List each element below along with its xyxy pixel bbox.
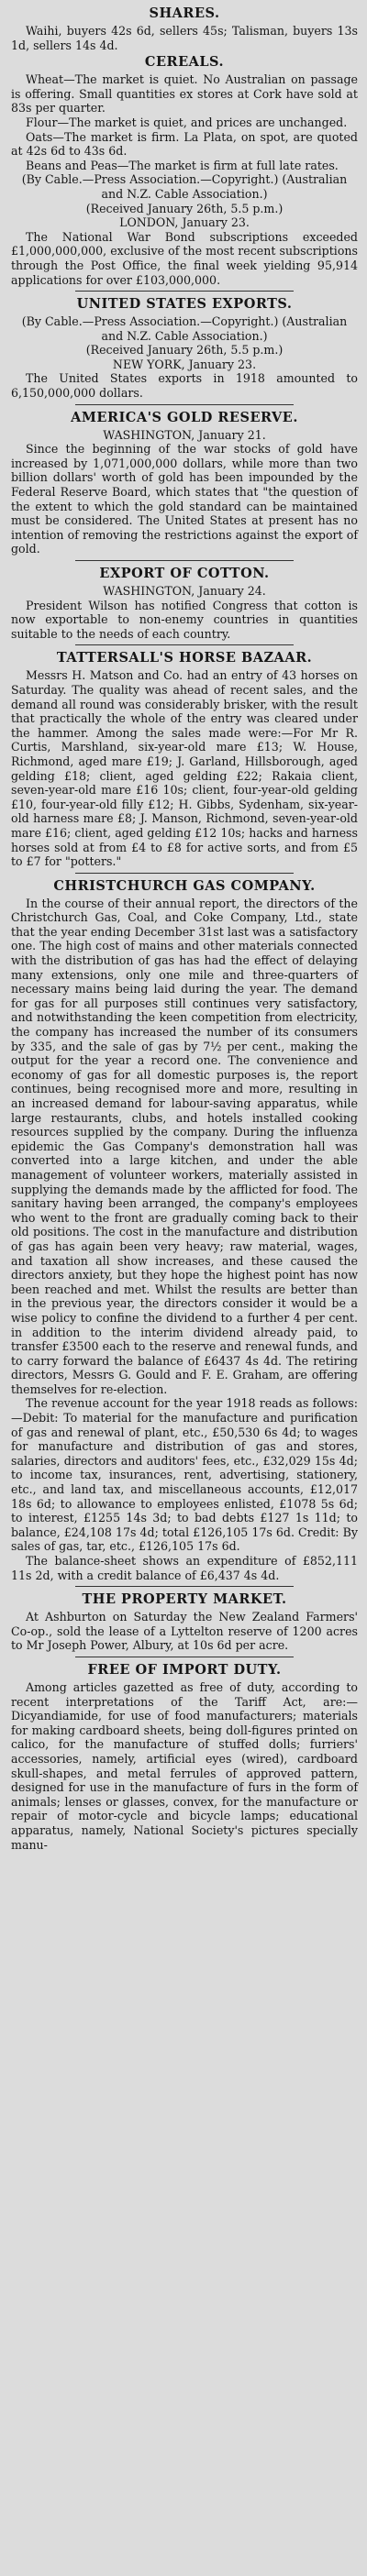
us-exports-section [11, 296, 358, 401]
cereals-text: The National War Bond subscriptions exceeded £1,000,000,000, exclusive of the most recent subscriptions through the Post Office, the final week yielding 95,914 applications for over £103,000,000. [11, 229, 358, 287]
property-heading: THE PROPERTY MARKET. [82, 1591, 287, 1608]
import-duty-text: Among articles gazetted as free of duty, according to recent interpretations of the Tariff Act, are:—Dicyandiamide, for use of food manufacturers; materials for making cardboard sheets, being doll-figures printed on calico, for the manufacture of stuffed dolls; furriers' accessories, namely, artificial eyes (wired), cardboard skull-shapes, and metal ferrules of approved pattern, designed for use in the manufacture of furs in the form of animals; lenses or glasses, convex, for the manufacture or repair of motor-cycle and bicycle lamps; educational apparatus, namely, National Society's pictures specially manu- [11, 1679, 358, 1852]
us-exports-text: The United States exports in 1918 amounted to 6,150,000,000 dollars. [11, 371, 358, 401]
us-exports-cable-credit: (By Cable.—Press Association.—Copyright.) (Australian and N.Z. Cable Association.) [21, 314, 348, 343]
shares-text: Waihi, buyers 42s 6d, sellers 45s; Talisman, buyers 13s 1d, sellers 14s 4d. [11, 24, 358, 52]
cereals-oats: Oats—The market is firm. La Plata, on spot, are quoted at 42s 6d to 43s 6d. [11, 129, 358, 159]
import-duty-section [11, 1662, 358, 1852]
cotton-section [11, 566, 358, 641]
cotton-text: President Wilson has notified Congress that cotton is now exportable to non-enemy countries in quantities suitable to the needs of each country. [11, 598, 358, 641]
cereals-cable-credit: (By Cable.—Press Association.—Copyright.) (Australian and N.Z. Cable Association.) [21, 172, 348, 201]
gas-heading: CHRISTCHURCH GAS COMPANY. [53, 877, 316, 894]
cereals-section [11, 54, 358, 287]
tattersall-text: Messrs H. Matson and Co. had an entry of 43 horses on Saturday. The quality was ahead of recent sales, and the demand all round was considerably brisker, with the result that practically the whole of the entry was cleared under the hammer. Among the sales made were:—For Mr R. Curtis, Marshland, six-year-old mare £13; W. House, Richmond, aged mare £19; J. Garland, Hillsborough, aged gelding £18; client, aged gelding £22; Rakaia client, seven-year-old mare £16 10s; client, four-year-old gelding £10, four-year-old filly £12; H. Gibbs, Sydenham, six-year-old harness mare £8; J. Manson, Richmond, seven-year-old mare £16; client, aged gelding £12 10s; hacks and harness horses sold at from £4 to £8 for active sorts, and from £5 to £7 for "potters." [11, 668, 358, 869]
divider [75, 291, 294, 292]
property-section [11, 1591, 358, 1653]
gold-reserve-dateline: WASHINGTON, January 21. [103, 427, 266, 442]
divider [75, 644, 294, 645]
cereals-beans: Beans and Peas—The market is firm at full late rates. [26, 158, 339, 172]
cereals-received: (Received January 26th, 5.5 p.m.) [85, 201, 284, 215]
us-exports-dateline: NEW YORK, January 23. [112, 357, 257, 371]
cereals-dateline: LONDON, January 23. [119, 215, 250, 230]
tattersall-section [11, 650, 358, 868]
divider [75, 873, 294, 874]
tattersall-heading: TATTERSALL'S HORSE BAZAAR. [56, 650, 313, 666]
shares-section [11, 6, 358, 52]
shares-heading: SHARES. [149, 6, 220, 21]
cereals-flour: Flour—The market is quiet, and prices are unchanged. [26, 115, 348, 129]
cotton-dateline: WASHINGTON, January 24. [103, 584, 266, 598]
gold-reserve-heading: AMERICA'S GOLD RESERVE. [71, 409, 298, 425]
us-exports-heading: UNITED STATES EXPORTS. [76, 296, 293, 313]
gas-paragraph-3: The balance-sheet shows an expenditure of £852,111 11s 2d, with a credit balance of £6,437 4s 4d. [11, 1554, 358, 1582]
import-duty-heading: FREE OF IMPORT DUTY. [87, 1661, 282, 1678]
property-text: At Ashburton on Saturday the New Zealand Farmers' Co-op., sold the lease of a Lyttelton reserve of 1200 acres to Mr Joseph Power, Albury, at 10s 6d per acre. [11, 1610, 358, 1653]
divider [75, 404, 294, 405]
gas-section [11, 878, 358, 1583]
cereals-wheat: Wheat—The market is quiet. No Australian on passage is offering. Small quantities ex stores at Cork have sold at 83s per quarter. [11, 72, 358, 116]
us-exports-received: (Received January 26th, 5.5 p.m.) [85, 343, 284, 358]
divider [75, 560, 294, 561]
cereals-heading: CEREALS. [144, 54, 225, 71]
divider [75, 1586, 294, 1587]
gas-paragraph-1: In the course of their annual report, the directors of the Christchurch Gas, Coal, and Coke Company, Ltd., state that the year ending December 31st last was a satisfactory one. The high cost of mains and other materials connected with the distribution of gas has had the effect of delaying many extensions, only one mile and three-quarters of necessary mains being laid during the year. The demand for gas for all purposes still continues very satisfactory, and notwithstanding the keen competition from electricity, the company has increased the number of its consumers by 335, and the sale of gas by 7½ per cent., making the output for the year a record one. The convenience and economy of gas for all domestic purposes is, the report continues, being recognised more and more, resulting in an increased demand for labour-saving apparatus, while large restaurants, clubs, and hotels installed cooking resources supplied by the company. During the influenza epidemic the Gas Company's demonstration hall was converted into a large kitchen, and under the able management of volunteer workers, materially assisted in supplying the demands made by the afflicted for food. The sanitary having been arranged, the company's employees who went to the front are gradually coming back to their old positions. The cost in the manufacture and distribution of gas has again been very heavy; raw material, wages, and taxation all show increases, and these caused the directors anxiety, but they hope the highest point has now been reached and met. Whilst the results are better than in the previous year, the directors consider it would be a wise policy to confine the dividend to a further 4 per cent. in addition to the interim dividend already paid, to transfer £3500 each to the reserve and renewal funds, and to carry forward the balance of £6437 4s 4d. The retiring directors, Messrs G. Gould and F. E. Graham, are offering themselves for re-election. [11, 896, 358, 1396]
cotton-heading: EXPORT OF COTTON. [99, 566, 270, 581]
gold-reserve-section [11, 410, 358, 556]
gas-paragraph-2: The revenue account for the year 1918 reads as follows:—Debit: To material for the manufacture and purification of gas and renewal of plant, etc., £50,530 6s 4d; to wages for manufacture and distribution of gas and stores, salaries, directors and auditors' fees, etc., £32,029 15s 4d; to income tax, insurances, rent, advertising, stationery, etc., and land tax, and miscellaneous accounts, £12,017 18s 6d; to allowance to employees enlisted, £1078 5s 6d; to interest, £1255 14s 3d; to bad debts £127 1s 11d; to balance, £24,108 17s 4d; total £126,105 17s 6d. Credit: By sales of gas, tar, etc., £126,105 17s 6d. [11, 1396, 358, 1554]
gold-reserve-text: Since the beginning of the war stocks of gold have increased by 1,071,000,000 dollars, while more than two billion dollars' worth of gold has been impounded by the Federal Reserve Board, which states that "the question of the extent to which the gold standard can be maintained must be considered. The United States at present has no intention of removing the restrictions against the export of gold. [11, 442, 358, 556]
